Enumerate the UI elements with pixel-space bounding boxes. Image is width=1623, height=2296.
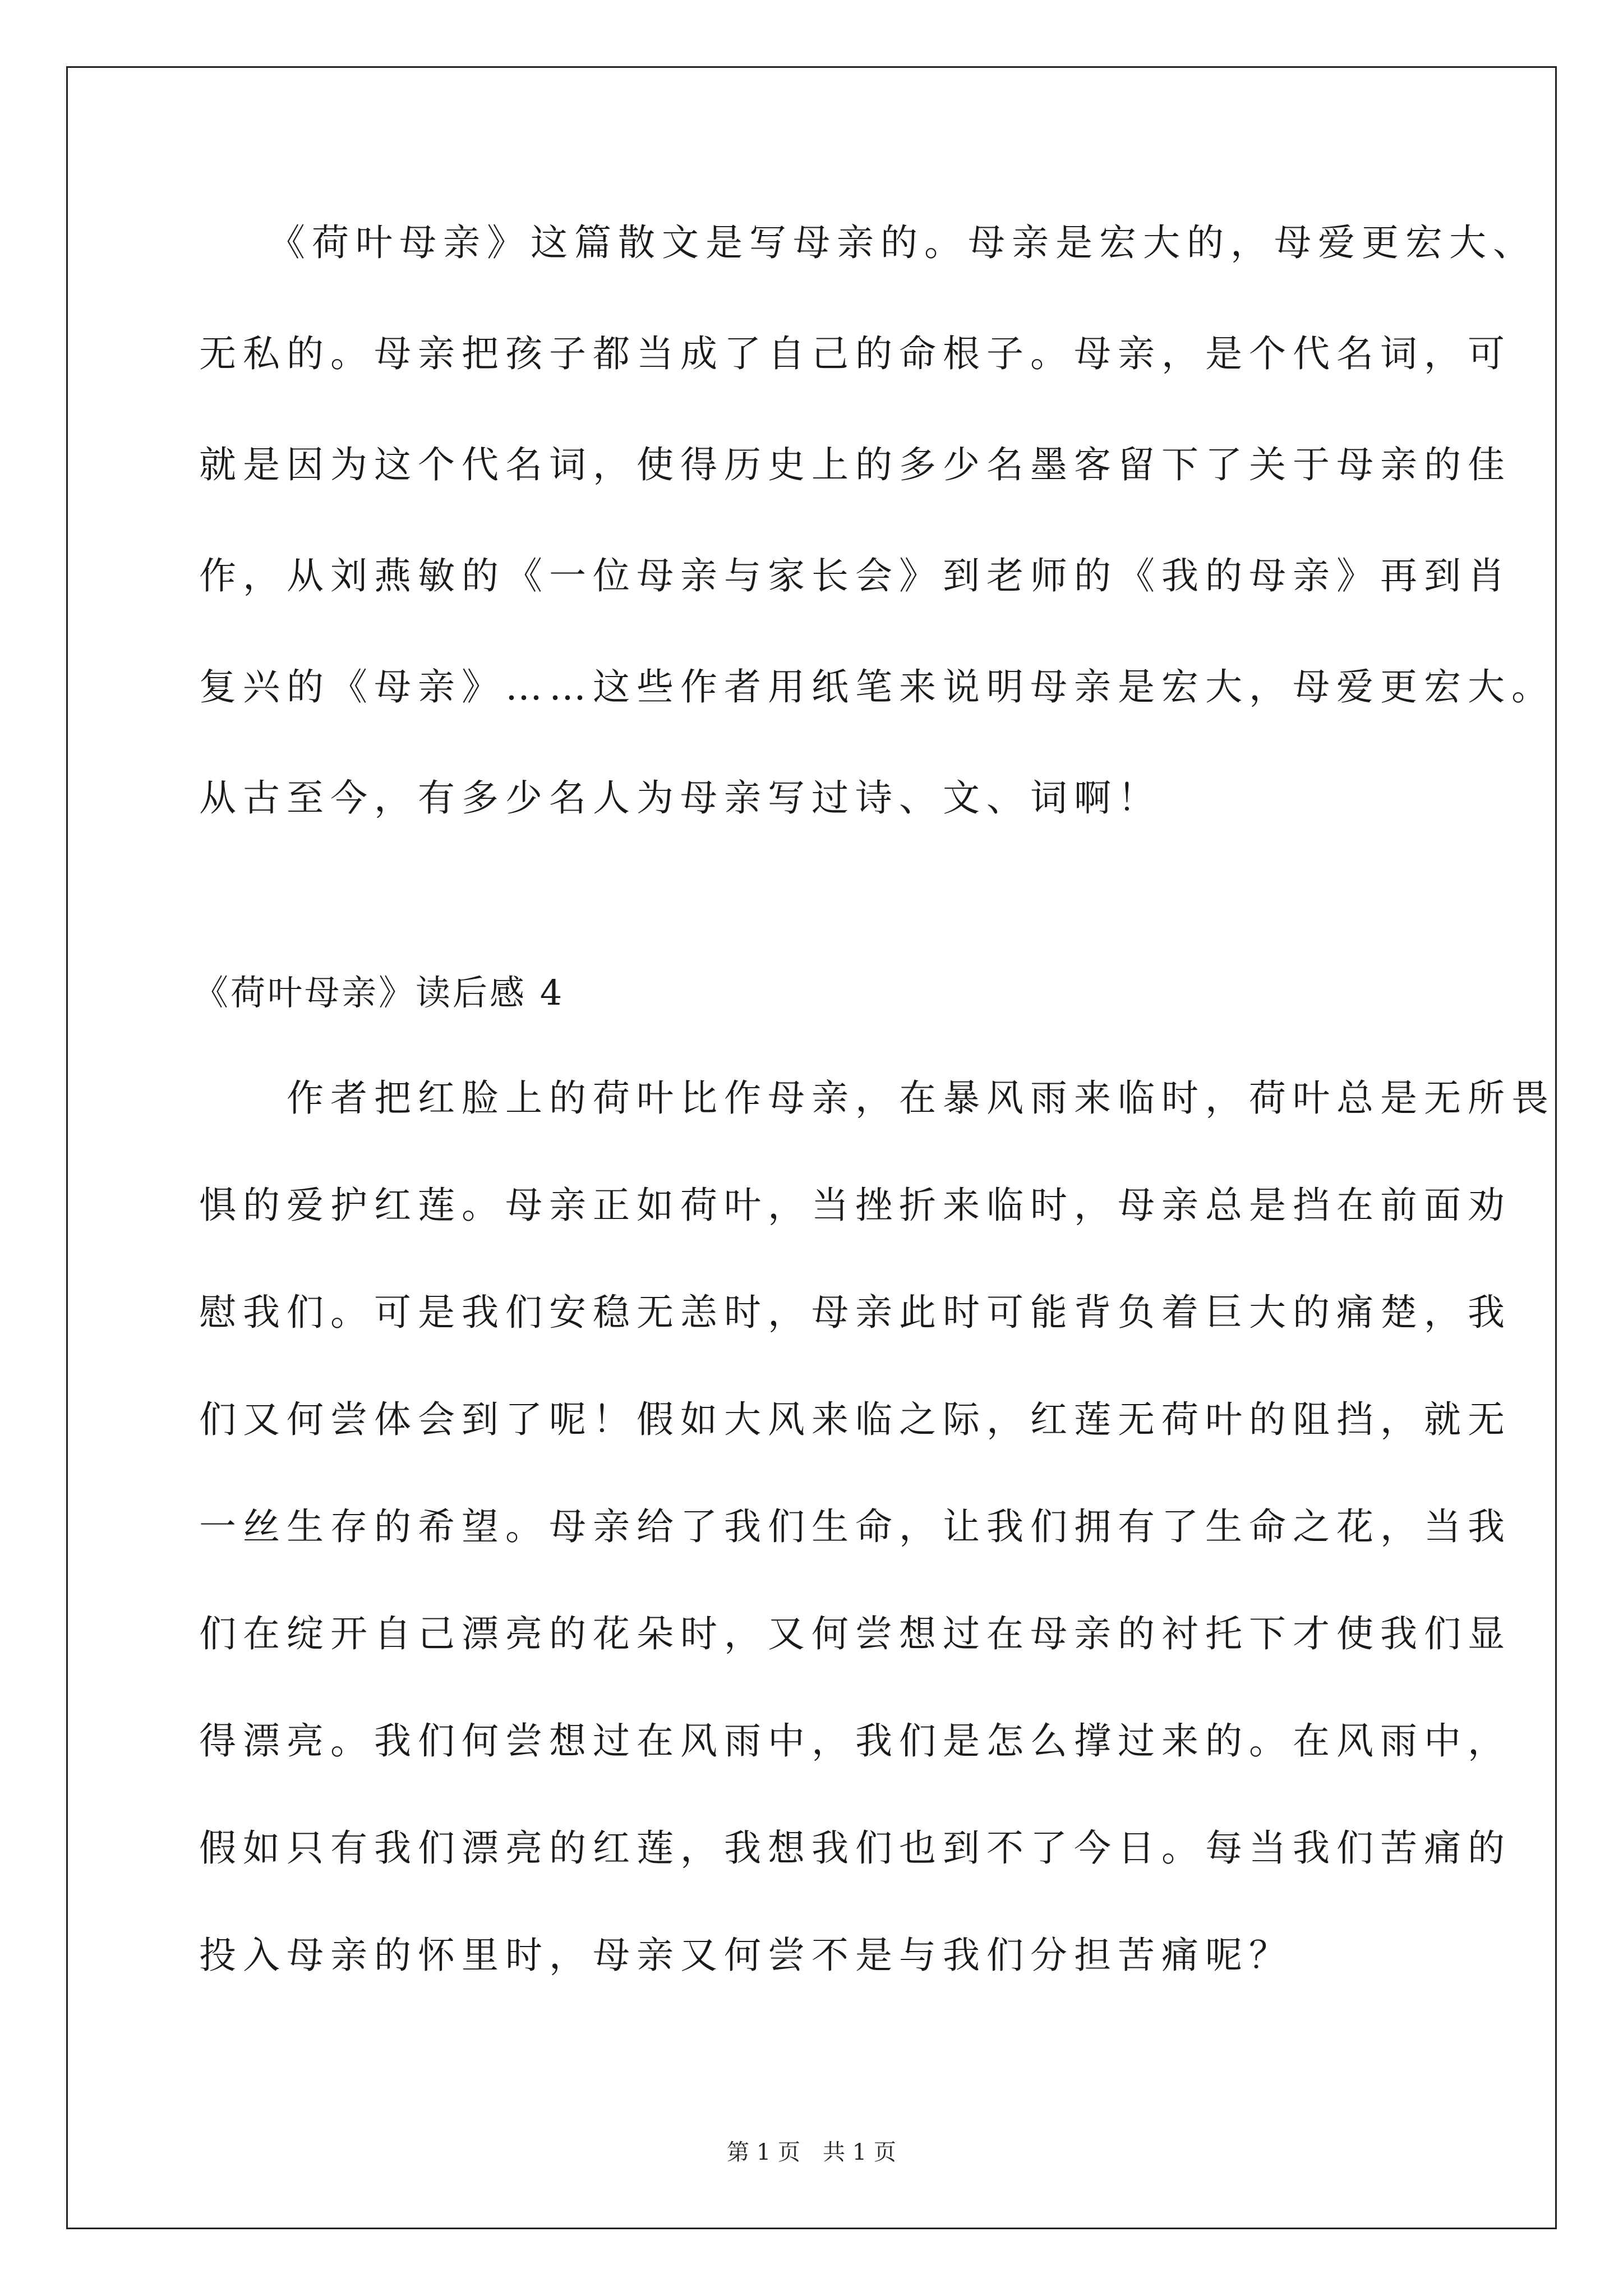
paragraph-1-line-4: 作，从刘燕敏的《一位母亲与家长会》到老师的《我的母亲》再到肖 <box>199 554 1511 597</box>
paragraph-1-line-2: 无私的。母亲把孩子都当成了自己的命根子。母亲，是个代名词，可 <box>199 332 1511 375</box>
paragraph-2-line-9: 投入母亲的怀里时，母亲又何尝不是与我们分担苦痛呢？ <box>199 1934 1293 1977</box>
paragraph-1-line-5: 复兴的《母亲》……这些作者用纸笔来说明母亲是宏大，母爱更宏大。 <box>199 665 1555 708</box>
paragraph-2-line-1: 作者把红脸上的荷叶比作母亲，在暴风雨来临时，荷叶总是无所畏 <box>199 1076 1555 1120</box>
page-border <box>66 66 1557 2229</box>
paragraph-2-line-6: 们在绽开自己漂亮的花朵时，又何尝想过在母亲的衬托下才使我们显 <box>199 1612 1511 1655</box>
paragraph-2-line-3: 慰我们。可是我们安稳无恙时，母亲此时可能背负着巨大的痛楚，我 <box>199 1291 1511 1334</box>
paragraph-2-line-2: 惧的爱护红莲。母亲正如荷叶，当挫折来临时，母亲总是挡在前面劝 <box>199 1184 1511 1227</box>
paragraph-2-line-5: 一丝生存的希望。母亲给了我们生命，让我们拥有了生命之花，当我 <box>199 1505 1511 1548</box>
page-footer <box>0 2138 1623 2166</box>
paragraph-1-line-3: 就是因为这个代名词，使得历史上的多少名墨客留下了关于母亲的佳 <box>199 443 1511 486</box>
paragraph-2-line-7: 得漂亮。我们何尝想过在风雨中，我们是怎么撑过来的。在风雨中， <box>199 1719 1511 1763</box>
paragraph-1-line-6: 从古至今，有多少名人为母亲写过诗、文、词啊！ <box>199 776 1161 820</box>
page-number-label: 第 1 页 共 1 页 <box>727 2139 896 2165</box>
paragraph-1-line-1: 《荷叶母亲》这篇散文是写母亲的。母亲是宏大的，母爱更宏大、 <box>199 221 1537 264</box>
section-heading: 《荷叶母亲》读后感 4 <box>193 972 565 1013</box>
paragraph-2-line-8: 假如只有我们漂亮的红莲，我想我们也到不了今日。每当我们苦痛的 <box>199 1826 1511 1870</box>
paragraph-2-line-4: 们又何尝体会到了呢！假如大风来临之际，红莲无荷叶的阻挡，就无 <box>199 1398 1511 1441</box>
